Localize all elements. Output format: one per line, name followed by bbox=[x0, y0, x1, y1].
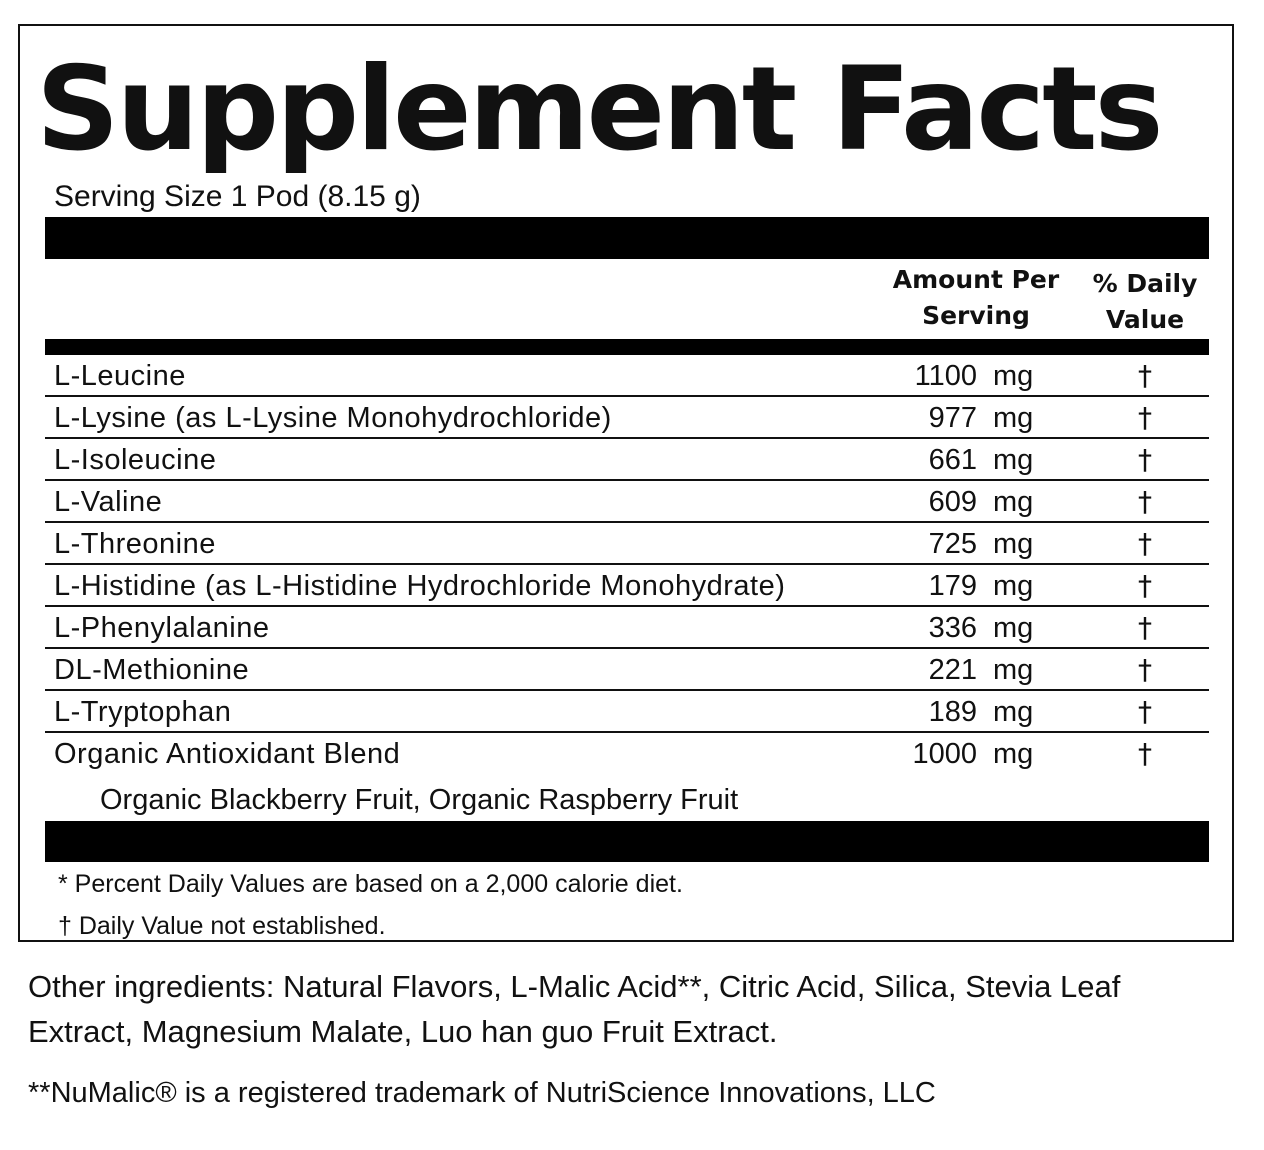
amount-header-line1: Amount Per bbox=[892, 265, 1060, 294]
nutrient-amount: 189 bbox=[928, 696, 977, 728]
nutrient-amount: 1100 bbox=[914, 360, 977, 392]
thick-divider-top bbox=[45, 217, 1209, 259]
nutrient-daily-value: † bbox=[1138, 653, 1152, 686]
trademark-note: **NuMalic® is a registered trademark of NutriScience Innovations, LLC bbox=[28, 1077, 936, 1109]
nutrient-daily-value: † bbox=[1138, 569, 1152, 602]
nutrient-unit: mg bbox=[993, 654, 1034, 686]
nutrient-amount: 661 bbox=[928, 444, 977, 476]
nutrient-daily-value: † bbox=[1138, 485, 1152, 518]
nutrient-daily-value: † bbox=[1138, 737, 1152, 770]
nutrient-name: L-Phenylalanine bbox=[54, 612, 270, 644]
nutrient-daily-value: † bbox=[1138, 359, 1152, 392]
nutrient-unit: mg bbox=[993, 528, 1034, 560]
nutrient-name: L-Lysine (as L-Lysine Monohydrochloride) bbox=[54, 402, 612, 434]
nutrient-daily-value: † bbox=[1138, 695, 1152, 728]
nutrient-table bbox=[45, 355, 1209, 819]
thick-divider-middle bbox=[45, 339, 1209, 355]
dv-header-line2: Value bbox=[1105, 305, 1185, 334]
footnote-daily-value-not-established: † Daily Value not established. bbox=[58, 912, 386, 940]
nutrient-unit: mg bbox=[993, 570, 1034, 602]
label-title: Supplement Facts bbox=[36, 42, 1161, 177]
nutrient-row bbox=[45, 649, 1209, 691]
nutrient-name: L-Isoleucine bbox=[54, 444, 217, 476]
nutrient-amount: 977 bbox=[928, 402, 977, 434]
nutrient-unit: mg bbox=[993, 402, 1034, 434]
nutrient-row bbox=[45, 607, 1209, 649]
nutrient-amount: 221 bbox=[928, 654, 977, 686]
daily-value-header bbox=[1080, 266, 1210, 338]
nutrient-amount: 725 bbox=[928, 528, 977, 560]
nutrient-daily-value: † bbox=[1138, 401, 1152, 434]
nutrient-unit: mg bbox=[993, 360, 1034, 392]
nutrient-row bbox=[45, 565, 1209, 607]
other-ingredients: Other ingredients: Natural Flavors, L-Malic Acid**, Citric Acid, Silica, Stevia Leaf Extract, Magnesium Malate, Luo han guo Fruit Extract. bbox=[28, 969, 1121, 1049]
serving-size: Serving Size 1 Pod (8.15 g) bbox=[54, 180, 421, 213]
nutrient-unit: mg bbox=[993, 612, 1034, 644]
nutrient-row-blend bbox=[45, 733, 1209, 819]
nutrient-name: L-Tryptophan bbox=[54, 696, 232, 728]
nutrient-amount: 1000 bbox=[912, 738, 977, 770]
nutrient-unit: mg bbox=[993, 444, 1034, 476]
nutrient-name: L-Histidine (as L-Histidine Hydrochloride Monohydrate) bbox=[54, 570, 786, 602]
nutrient-amount: 609 bbox=[928, 486, 977, 518]
nutrient-amount: 179 bbox=[928, 570, 977, 602]
nutrient-daily-value: † bbox=[1138, 527, 1152, 560]
dv-header-line1: % Daily bbox=[1092, 269, 1198, 298]
nutrient-row bbox=[45, 439, 1209, 481]
nutrient-name: Organic Antioxidant Blend bbox=[54, 738, 401, 770]
nutrient-name: DL-Methionine bbox=[54, 654, 250, 686]
nutrient-row bbox=[45, 523, 1209, 565]
nutrient-daily-value: † bbox=[1138, 611, 1152, 644]
nutrient-daily-value: † bbox=[1138, 443, 1152, 476]
nutrient-row bbox=[45, 691, 1209, 733]
nutrient-name: L-Valine bbox=[54, 486, 163, 518]
nutrient-unit: mg bbox=[993, 696, 1034, 728]
amount-header-line2: Serving bbox=[922, 301, 1030, 330]
footnote-percent-daily-value: * Percent Daily Values are based on a 2,000 calorie diet. bbox=[58, 870, 683, 898]
nutrient-amount: 336 bbox=[928, 612, 977, 644]
thick-divider-bottom bbox=[45, 821, 1209, 862]
nutrient-name: L-Threonine bbox=[54, 528, 216, 560]
nutrient-unit: mg bbox=[993, 486, 1034, 518]
nutrient-unit: mg bbox=[993, 738, 1034, 770]
nutrient-row bbox=[45, 481, 1209, 523]
nutrient-name: L-Leucine bbox=[54, 360, 186, 392]
supplement-facts-panel bbox=[18, 24, 1234, 942]
amount-per-serving-header bbox=[886, 262, 1066, 334]
nutrient-row bbox=[45, 397, 1209, 439]
nutrient-row bbox=[45, 355, 1209, 397]
blend-ingredients: Organic Blackberry Fruit, Organic Raspberry Fruit bbox=[100, 784, 739, 816]
